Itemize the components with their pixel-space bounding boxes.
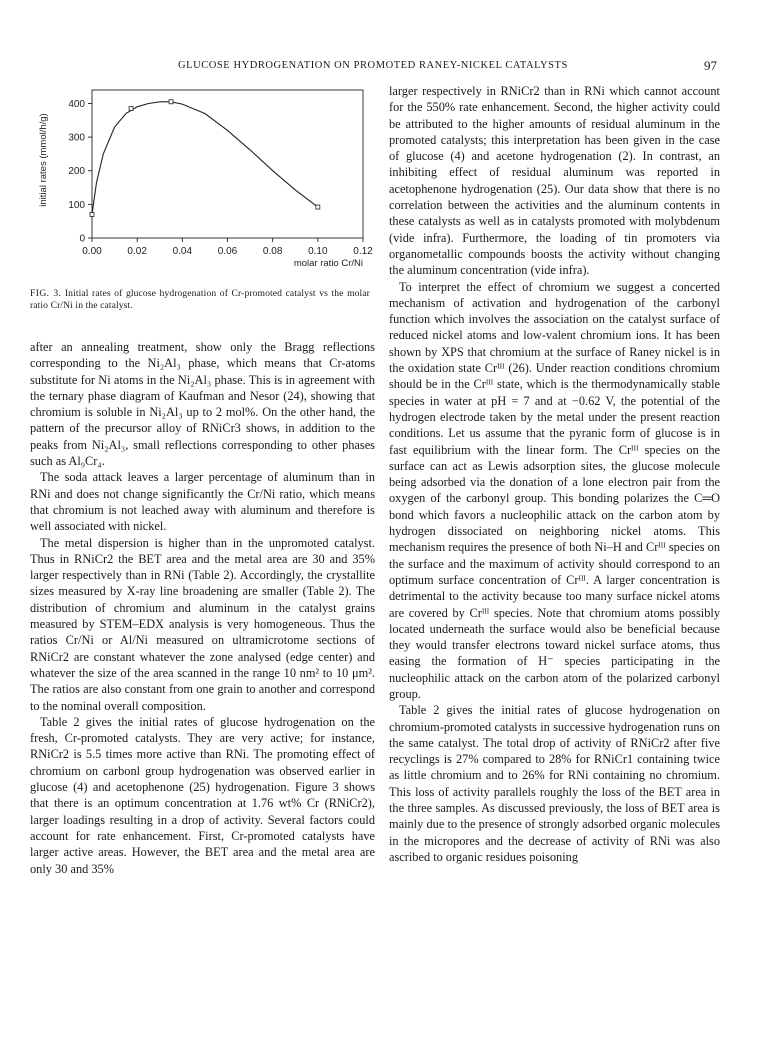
x-axis-label: molar ratio Cr/Ni	[293, 258, 363, 269]
paragraph: larger respectively in RNiCr2 than in RNi which cannot account for the 550% rate enhancement. Second, the higher activity could be attributed to the higher amounts of residual aluminum in the promoted catalysts; this interpretation has been given in the case of glucose (4) and acetone hydrogenation (2). In contrast, an inhibiting effect of residual aluminum was reported in acetophenone hydrogenation (25). Our data show that there is no correlation between the activities and the aluminum contents in these catalysts as well as in catalysts promoted with molybdenum (vide infra). Furthermore, the loading of tin promoters via organometallic compounds boosts the activity without changing the aluminum concentration (vide infra).	[389, 84, 720, 278]
x-tick-label: 0.06	[217, 246, 238, 257]
x-tick-label: 0.08	[262, 246, 283, 257]
paragraph: Table 2 gives the initial rates of glucose hydrogenation on the fresh, Cr-promoted catalysts. They are very active; for instance, RNiCr2 is 5.5 times more active than RNi. The promoting effect of chromium on carbonl group hydrogenation was observed earlier in glucose (4) and acetophenone (25) hydrogenation. Figure 3 shows that there is an optimum concentration at 1.76 wt% Cr (RNiCr2), larger loadings resulting in a drop of activity. Several factors could account for rate enhancement. First, Cr-promoted catalysts have larger active areas. However, the BET area and the metal area are only 30 and 35%	[30, 714, 375, 876]
figure-caption-text: Initial rates of glucose hydrogenation of Cr-promoted catalyst vs the molar ratio Cr/Ni in the catalyst.	[30, 288, 370, 311]
plot-frame	[92, 90, 363, 238]
data-point-marker	[316, 205, 320, 209]
paragraph: The soda attack leaves a larger percentage of aluminum than in RNi and does not change significantly the Cr/Ni ratio, which means that chromium is not leached away with aluminum and therefore is well associated with nickel.	[30, 470, 375, 534]
x-tick-label: 0.10	[308, 246, 328, 257]
paragraph: after an annealing treatment, show only the Bragg reflections corresponding to the Ni₂Al₃ phase, which means that Cr-atoms substitute for Ni atoms in the Ni₂Al₃ phase. This is in agreement with the ternary phase diagram of Kaufman and Nesor (24), showing that chromium is soluble in Ni₂Al₃ up to 2 mol%. On the other hand, the pattern of the precursor alloy of RNiCr3 shows, in addition to the peaks from Ni₂Al₃, small reflections corresponding to other phases such as Al₉Cr₄.	[30, 340, 375, 469]
data-point-marker	[90, 212, 94, 216]
left-column	[30, 339, 375, 877]
y-tick-label: 400	[68, 98, 85, 110]
figure-caption-label: FIG. 3.	[30, 288, 62, 299]
y-tick-label: 300	[68, 132, 85, 144]
rate-vs-ratio-chart	[30, 83, 375, 283]
y-axis-label: initial rates (mmol/h/g)	[38, 113, 49, 207]
figure-3	[30, 83, 375, 323]
x-tick-label: 0.04	[172, 246, 193, 257]
x-tick-label: 0.00	[82, 246, 102, 257]
page-header	[0, 60, 768, 74]
paragraph: To interpret the effect of chromium we suggest a concerted mechanism of activation and hydrogenation of the carbonyl function which involves the association on the catalyst surface of reduced nickel atoms and low-valent chromium ions. It has been shown by XPS that chromium at the surface of Raney nickel is in the oxidation state Crᴵᴵᴵ (26). Under reaction conditions chromium should be in the Crᴵᴵᴵ state, which is the thermodynamically stable species in water at pH = 7 and at −0.62 V, the potential of the hydrogen electrode taken by the metal under the present reaction conditions. Let us assume that the pyranic form of glucose is in fast equilibrium with the linear form. The Crᴵᴵᴵ species on the surface can act as Lewis adsorption sites, the glucose molecule being adsorbed via the donation of a lone electron pair from the oxygen of the carbonyl group. This bonding polarizes the C═O bond which favors a nucleophilic attack on the carbon atom by hydrogen dissociated on neighboring nickel atoms. This mechanism requires the presence of both Ni–H and Crᴵᴵᴵ species on the surface and the maximum of activity should correspond to an optimum surface concentration of Crᴵᴵᴵ. A larger concentration is detrimental to the activity because too many surface nickel atoms are covered by Crᴵᴵᴵ species. Note that chromium atoms possibly located underneath the surface would also be beneficial because they would transfer electrons toward nickel surface atoms, thus easing the formation of H⁻ species participating in the nucleophilic attack on the carbon atom of the polarized carbonyl group.	[389, 279, 720, 701]
y-tick-label: 0	[79, 233, 85, 245]
y-tick-label: 200	[68, 166, 85, 178]
fit-curve	[92, 102, 318, 215]
y-tick-label: 100	[68, 199, 85, 211]
data-point-marker	[169, 100, 173, 104]
x-tick-label: 0.02	[127, 246, 147, 257]
running-title: GLUCOSE HYDROGENATION ON PROMOTED RANEY-NICKEL CATALYSTS	[178, 60, 568, 71]
data-point-marker	[129, 107, 133, 111]
x-tick-label: 0.12	[353, 246, 373, 257]
page-number: 97	[704, 58, 717, 73]
right-column	[389, 83, 720, 865]
paragraph: Table 2 gives the initial rates of glucose hydrogenation on chromium-promoted catalysts in successive hydrogenation runs on the same catalyst. The total drop of activity of RNiCr2 after five recyclings is 27% compared to 28% for RNiCr1 containing twice as little chromium and to 26% for RNi containing no chromium. This loss of activity parallels roughly the loss of the BET area in the three samples. As discussed previously, the loss of BET area is mainly due to the presence of strongly adsorbed organic molecules in the micropores and the decrease of activity of RNi was also ascribed to organic residues poisoning	[389, 703, 720, 864]
paragraph: The metal dispersion is higher than in the unpromoted catalyst. Thus in RNiCr2 the BET area and the metal area are 30 and 35% larger respectively than in RNi (Table 2). Accordingly, the crystallite sizes measured by X-ray line broadening are smaller (Table 2). The distribution of chromium and aluminum in the catalyst grains measured by STEM–EDX analysis is very homogeneous. Thus the ratios Cr/Ni or Al/Ni measured on ultramicrotome sections of RNiCr2 are constant whatever the zone analysed (edge center) and whatever the size of the area scanned in the range 10 nm² to 10 μm². The ratios are also constant from one grain to another and correspond to the nominal overall composition.	[30, 535, 375, 713]
figure-caption	[30, 288, 370, 311]
